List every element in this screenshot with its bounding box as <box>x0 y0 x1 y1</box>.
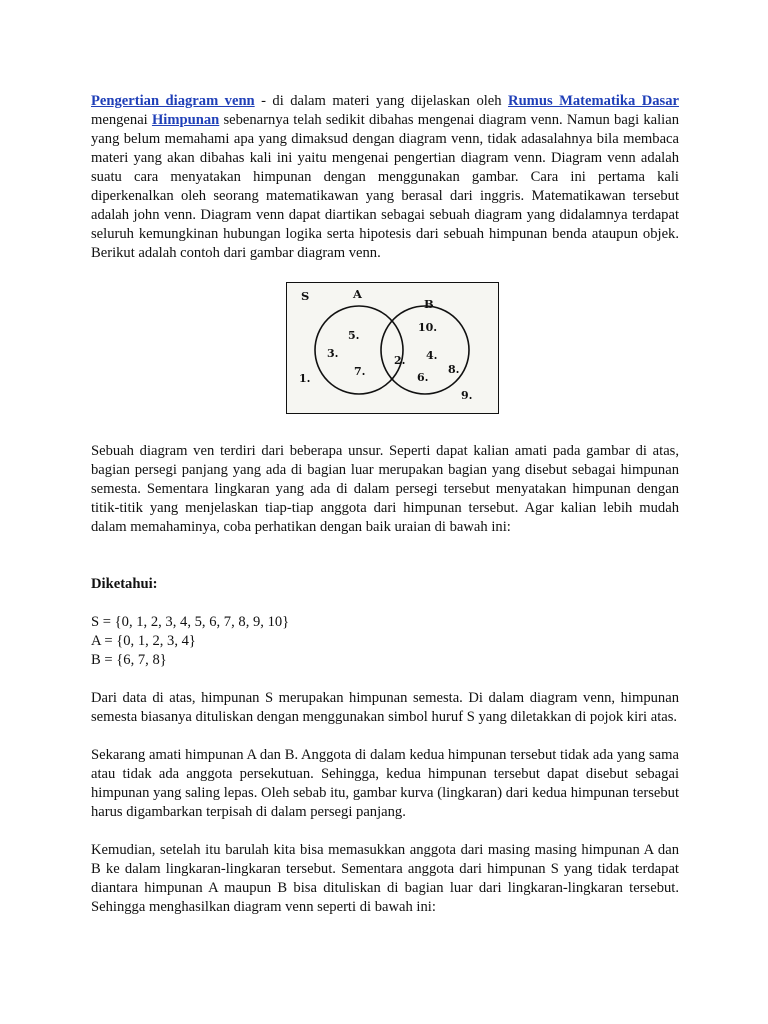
section-heading-diketahui: Diketahui: <box>91 576 158 592</box>
spacer <box>91 263 679 282</box>
venn-element: 8. <box>448 363 460 376</box>
spacer <box>91 414 679 442</box>
venn-label-s: S <box>301 289 310 303</box>
spacer <box>91 537 679 575</box>
venn-diagram <box>287 283 497 412</box>
intro-text-1: - di dalam materi yang dijelaskan oleh <box>254 93 509 109</box>
paragraph-semesta: Dari data di atas, himpunan S merupakan himpunan semesta. Di dalam diagram venn, himpunan semesta biasanya dituliskan dengan menggunakan simbol huruf S yang diletakkan di pojok kiri atas. <box>91 690 679 725</box>
spacer <box>91 727 679 746</box>
intro-paragraph <box>91 92 679 263</box>
link-pengertian-diagram-venn[interactable]: Pengertian diagram venn <box>91 93 255 109</box>
venn-label-b: B <box>424 297 434 311</box>
spacer <box>91 594 679 613</box>
spacer <box>91 670 679 689</box>
link-himpunan[interactable]: Himpunan <box>151 112 220 128</box>
set-s-definition: S = {0, 1, 2, 3, 4, 5, 6, 7, 8, 9, 10} <box>91 614 290 630</box>
link-rumus-matematika-dasar[interactable]: Rumus Matematika Dasar <box>508 93 680 109</box>
venn-element: 7. <box>354 365 366 378</box>
paragraph-saling-lepas: Sekarang amati himpunan A dan B. Anggota di dalam kedua himpunan tersebut tidak ada yang sama atau tidak ada anggota persekutuan. Sehingga, kedua himpunan tersebut dapat disebut sebagai himpunan yang saling lepas. Oleh sebab itu, gambar kurva (lingkaran) dari kedua himpunan tersebut harus digambarkan terpisah di dalam persegi panjang. <box>91 747 679 820</box>
intro-text-3: sebenarnya telah sedikit dibahas mengenai diagram venn. Namun bagi kalian yang belum memahami apa yang dimaksud dengan diagram venn, tidak adasalahnya bila membaca materi yang akan dibahas kali ini yaitu mengenai pengertian diagram venn. Diagram venn adalah suatu cara menyatakan himpunan dengan menggunakan gambar. Cara ini pertama kali diperkenalkan oleh seorang matematikawan yang berasal dari inggris. Matematikawan tersebut adalah john venn. Diagram venn dapat diartikan sebagai sebuah diagram yang didalamnya terdapat seluruh kemungkinan hubungan logika serta hipotesis dari sebuah himpunan benda ataupun objek. Berikut adalah contoh dari gambar diagram venn. <box>91 112 680 261</box>
venn-element: 4. <box>426 349 438 362</box>
spacer <box>91 822 679 841</box>
set-b-definition: B = {6, 7, 8} <box>91 652 167 668</box>
paragraph-unsur: Sebuah diagram ven terdiri dari beberapa unsur. Seperti dapat kalian amati pada gambar di atas, bagian persegi panjang yang ada di bagian luar merupakan bagian yang disebut sebagai himpunan semesta. Sementara lingkaran yang ada di dalam persegi tersebut menyatakan himpunan dengan titik-titik yang menjelaskan tiap-tiap anggota dari himpunan tersebut. Agar kalian lebih mudah dalam memahaminya, coba perhatikan dengan baik uraian di bawah ini: <box>91 443 679 535</box>
venn-element: 3. <box>327 347 339 360</box>
intro-text-2: mengenai <box>91 112 152 128</box>
paragraph-kemudian: Kemudian, setelah itu barulah kita bisa memasukkan anggota dari masing masing himpunan A dan B ke dalam lingkaran-lingkaran tersebut. Sementara anggota dari himpunan S yang tidak terdapat diantara himpunan A maupun B bisa dituliskan di bagian luar dari lingkaran-lingkaran tersebut. Sehingga menghasilkan diagram venn seperti di bawah ini: <box>91 842 679 915</box>
venn-element: 10. <box>418 321 438 334</box>
venn-element: 2. <box>394 354 406 367</box>
venn-element: 1. <box>299 372 311 385</box>
venn-element: 5. <box>348 329 360 342</box>
venn-element: 6. <box>417 371 429 384</box>
venn-element: 9. <box>461 389 473 402</box>
set-a-definition: A = {0, 1, 2, 3, 4} <box>91 633 196 649</box>
venn-label-a: A <box>353 287 362 301</box>
article-body <box>91 92 679 917</box>
venn-diagram-figure <box>286 282 499 414</box>
venn-figure-wrapper <box>91 282 679 414</box>
